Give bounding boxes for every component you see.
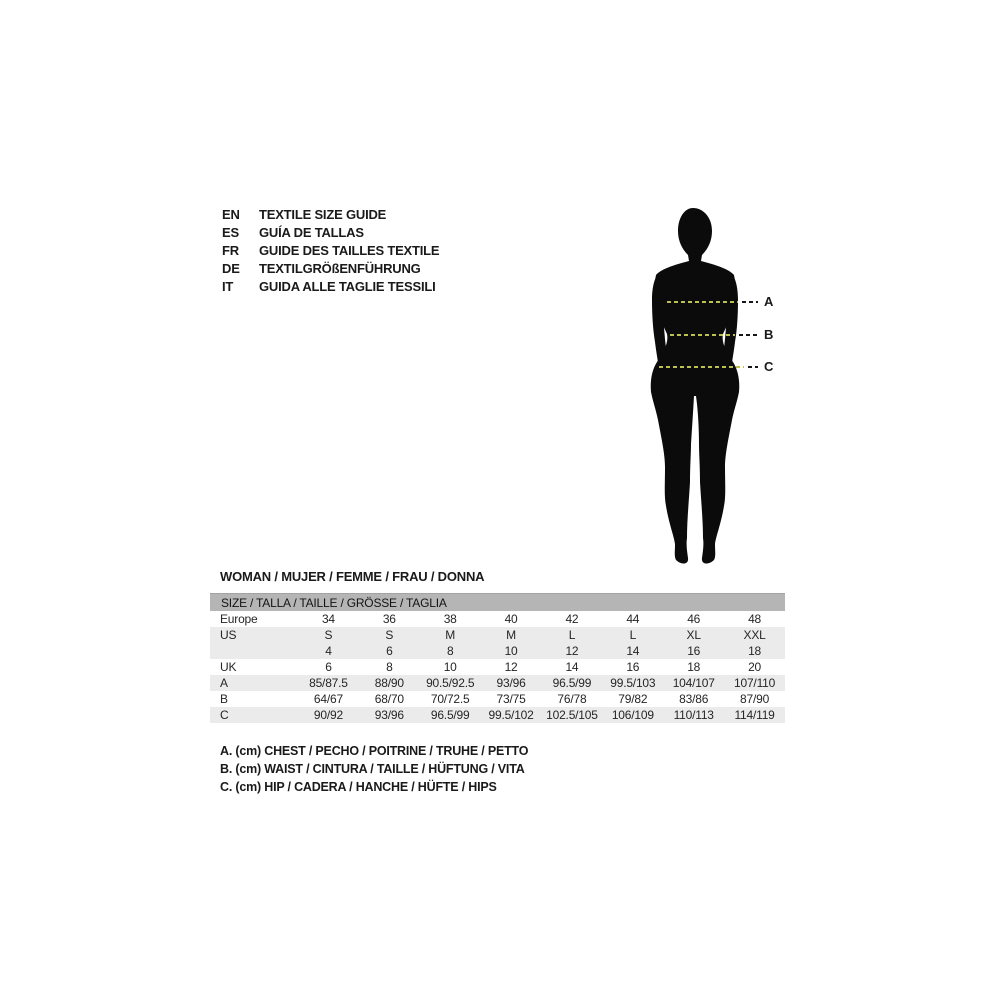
size-cell: 10	[443, 660, 457, 674]
marker-a-label: A	[764, 294, 774, 309]
size-cell: 34	[321, 612, 335, 626]
size-cell: S	[324, 628, 333, 642]
size-cell: 16	[687, 644, 701, 658]
gender-title: WOMAN / MUJER / FEMME / FRAU / DONNA	[220, 569, 485, 584]
size-cell: 4	[325, 644, 332, 658]
table-row-europe	[210, 611, 785, 627]
size-cell: 18	[687, 660, 701, 674]
size-cell: 99.5/102	[488, 708, 534, 722]
size-cell: 18	[748, 644, 762, 658]
size-cell: 16	[626, 660, 640, 674]
size-cell: 6	[386, 644, 393, 658]
size-cell: 76/78	[557, 692, 587, 706]
size-cell: 46	[687, 612, 701, 626]
measurement-legend	[220, 742, 528, 796]
legend-waist: B. (cm) WAIST / CINTURA / TAILLE / HÜFTUNG / VITA	[220, 762, 525, 776]
language-label: GUIDE DES TAILLES TEXTILE	[259, 243, 440, 258]
waist-lead-line	[739, 334, 758, 336]
size-cell: 20	[748, 660, 762, 674]
size-cell: 87/90	[740, 692, 770, 706]
row-label: Europe	[220, 612, 258, 626]
row-label	[210, 643, 298, 659]
size-cell: 104/107	[672, 676, 715, 690]
language-code: IT	[222, 279, 234, 294]
language-label: TEXTILE SIZE GUIDE	[259, 207, 387, 222]
size-cell: 93/96	[496, 676, 526, 690]
chest-measure-line	[667, 301, 738, 303]
size-cell: 96.5/99	[430, 708, 470, 722]
size-cell: L	[568, 628, 576, 642]
language-label: GUÍA DE TALLAS	[259, 225, 364, 240]
hip-lead-line	[748, 366, 758, 368]
size-cell: L	[629, 628, 637, 642]
table-row-uk	[210, 659, 785, 675]
size-cell: 93/96	[374, 708, 404, 722]
size-cell: 85/87.5	[309, 676, 348, 690]
language-label: TEXTILGRÖßENFÜHRUNG	[259, 261, 421, 276]
row-label: B	[220, 692, 228, 706]
size-cell: 14	[565, 660, 579, 674]
size-cell: 12	[565, 644, 579, 658]
size-cell: 48	[748, 612, 762, 626]
size-cell: 10	[504, 644, 518, 658]
size-cell: 44	[626, 612, 640, 626]
waist-measure-line	[670, 334, 735, 336]
size-cell: M	[445, 628, 456, 642]
language-code: EN	[222, 207, 240, 222]
size-cell: 36	[382, 612, 396, 626]
size-cell: 6	[325, 660, 332, 674]
table-row-chest	[210, 675, 785, 691]
size-cell: 90.5/92.5	[426, 676, 475, 690]
size-cell: 110/113	[673, 708, 714, 722]
size-cell: 99.5/103	[610, 676, 656, 690]
size-cell: 8	[386, 660, 393, 674]
size-cell: 106/109	[611, 708, 654, 722]
size-cell: 83/86	[679, 692, 709, 706]
size-cell: 114/119	[734, 708, 775, 722]
size-cell: 14	[626, 644, 640, 658]
size-cell: 40	[504, 612, 518, 626]
size-cell: 42	[565, 612, 579, 626]
table-row-us-number	[210, 643, 785, 659]
language-row-es	[222, 224, 439, 242]
language-row-it	[222, 278, 439, 296]
size-cell: 79/82	[618, 692, 648, 706]
marker-c-label: C	[764, 359, 774, 374]
size-cell: 96.5/99	[552, 676, 592, 690]
language-row-de	[222, 260, 439, 278]
row-label: UK	[220, 660, 237, 674]
legend-chest: A. (cm) CHEST / PECHO / POITRINE / TRUHE / PETTO	[220, 744, 529, 758]
size-cell: 107/110	[734, 676, 776, 690]
language-code: FR	[222, 243, 239, 258]
language-row-fr	[222, 242, 439, 260]
row-label: US	[220, 628, 237, 642]
language-code: DE	[222, 261, 240, 276]
size-cell: 12	[504, 660, 518, 674]
row-label: A	[220, 676, 228, 690]
size-cell: XL	[686, 628, 701, 642]
size-cell: XXL	[743, 628, 766, 642]
size-cell: 8	[446, 644, 454, 658]
size-cell: 38	[443, 612, 457, 626]
size-cell: 90/92	[313, 708, 343, 722]
size-table-header: SIZE / TALLA / TAILLE / GRÖSSE / TAGLIA	[210, 593, 785, 611]
size-cell: 70/72.5	[430, 692, 470, 706]
size-cell: 73/75	[496, 692, 526, 706]
size-cell: M	[506, 628, 516, 642]
table-row-waist	[210, 691, 785, 707]
table-row-hip	[210, 707, 785, 723]
woman-silhouette-image	[631, 203, 761, 568]
size-cell: 64/67	[313, 692, 343, 706]
size-cell: 102.5/105	[546, 708, 598, 722]
legend-hip: C. (cm) HIP / CADERA / HANCHE / HÜFTE / HIPS	[220, 780, 497, 794]
size-cell: S	[385, 628, 394, 642]
hip-measure-line	[659, 366, 744, 368]
language-label: GUIDA ALLE TAGLIE TESSILI	[259, 279, 436, 294]
language-row-en	[222, 206, 439, 224]
size-cell: 88/90	[374, 676, 404, 690]
size-table	[210, 593, 785, 723]
size-cell: 68/70	[374, 692, 404, 706]
row-label: C	[220, 708, 229, 722]
language-code: ES	[222, 225, 239, 240]
table-row-us-letter	[210, 627, 785, 643]
chest-lead-line	[742, 301, 758, 303]
language-list	[222, 206, 439, 296]
marker-b-label: B	[764, 327, 774, 342]
